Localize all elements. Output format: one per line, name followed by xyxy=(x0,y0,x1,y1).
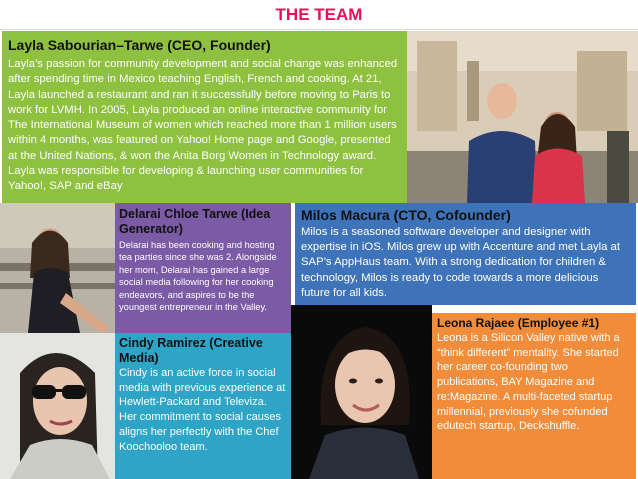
member-bio-cindy: Cindy is an active force in social media with previous experience at Hewlett-Packard and Televiza. Her commitment to social causes aligns her perfectly with the Chef Koochooloo team. xyxy=(119,367,286,453)
member-bio-milos: Milos is a seasoned software developer and designer with expertise in iOS. Milos grew up with Accenture and met Layla at SAP’s AppHaus team. With a strong dedication for children & technology, Milos is ready to code towards a more delicious future for all kids. xyxy=(301,226,620,299)
member-card-cindy xyxy=(115,333,291,479)
member-name-milos: Milos Macura (CTO, Cofounder) xyxy=(301,207,511,223)
member-name-delarai: Delarai Chloe Tarwe (Idea Generator) xyxy=(119,207,271,236)
member-card-layla xyxy=(2,31,407,203)
member-name-leona: Leona Rajaee (Employee #1) xyxy=(437,316,600,330)
photo-leona xyxy=(291,305,432,479)
page-title: THE TEAM xyxy=(0,0,638,30)
photo-layla-milos xyxy=(407,31,638,203)
member-card-delarai xyxy=(115,203,291,333)
member-bio-delarai: Delarai has been cooking and hosting tea parties since she was 2. Alongside her mom, Delarai has gained a large social media following for her cooking endeavors, and aspires to be the youngest entrepreneur in the Valley. xyxy=(119,240,277,313)
photo-cindy xyxy=(0,333,115,479)
member-bio-leona: Leona is a Silicon Valley native with a “think different” mentality. She started her career co-founding two publications, BAY Magazine and re:Magazine. A multi-faceted startup millennial, previously she cofunded edutech startup, Deckshuffle. xyxy=(437,332,620,433)
member-card-milos xyxy=(295,203,636,305)
member-name-cindy: Cindy Ramirez (Creative Media) xyxy=(119,336,263,365)
member-bio-layla: Layla’s passion for community development and social change was enhanced after spending time in Mexico teaching English, French and cooking. At 21, Layla launched a restaurant and ran it successfully before moving to Paris to work for LVMH. In 2005, Layla produced an online interactive community for The International Museum of women which reached more than 1 million users within 4 months, was featured on Yahoo! Home page and Google, presented at the United Nations, & won the Anita Borg Women in Technology award. Layla was responsible for developing & launching user communities for Yahoo!, SAP and eBay xyxy=(8,58,398,193)
member-card-leona xyxy=(432,313,636,479)
photo-delarai xyxy=(0,203,115,333)
member-name-layla: Layla Sabourian–Tarwe (CEO, Founder) xyxy=(8,37,271,53)
